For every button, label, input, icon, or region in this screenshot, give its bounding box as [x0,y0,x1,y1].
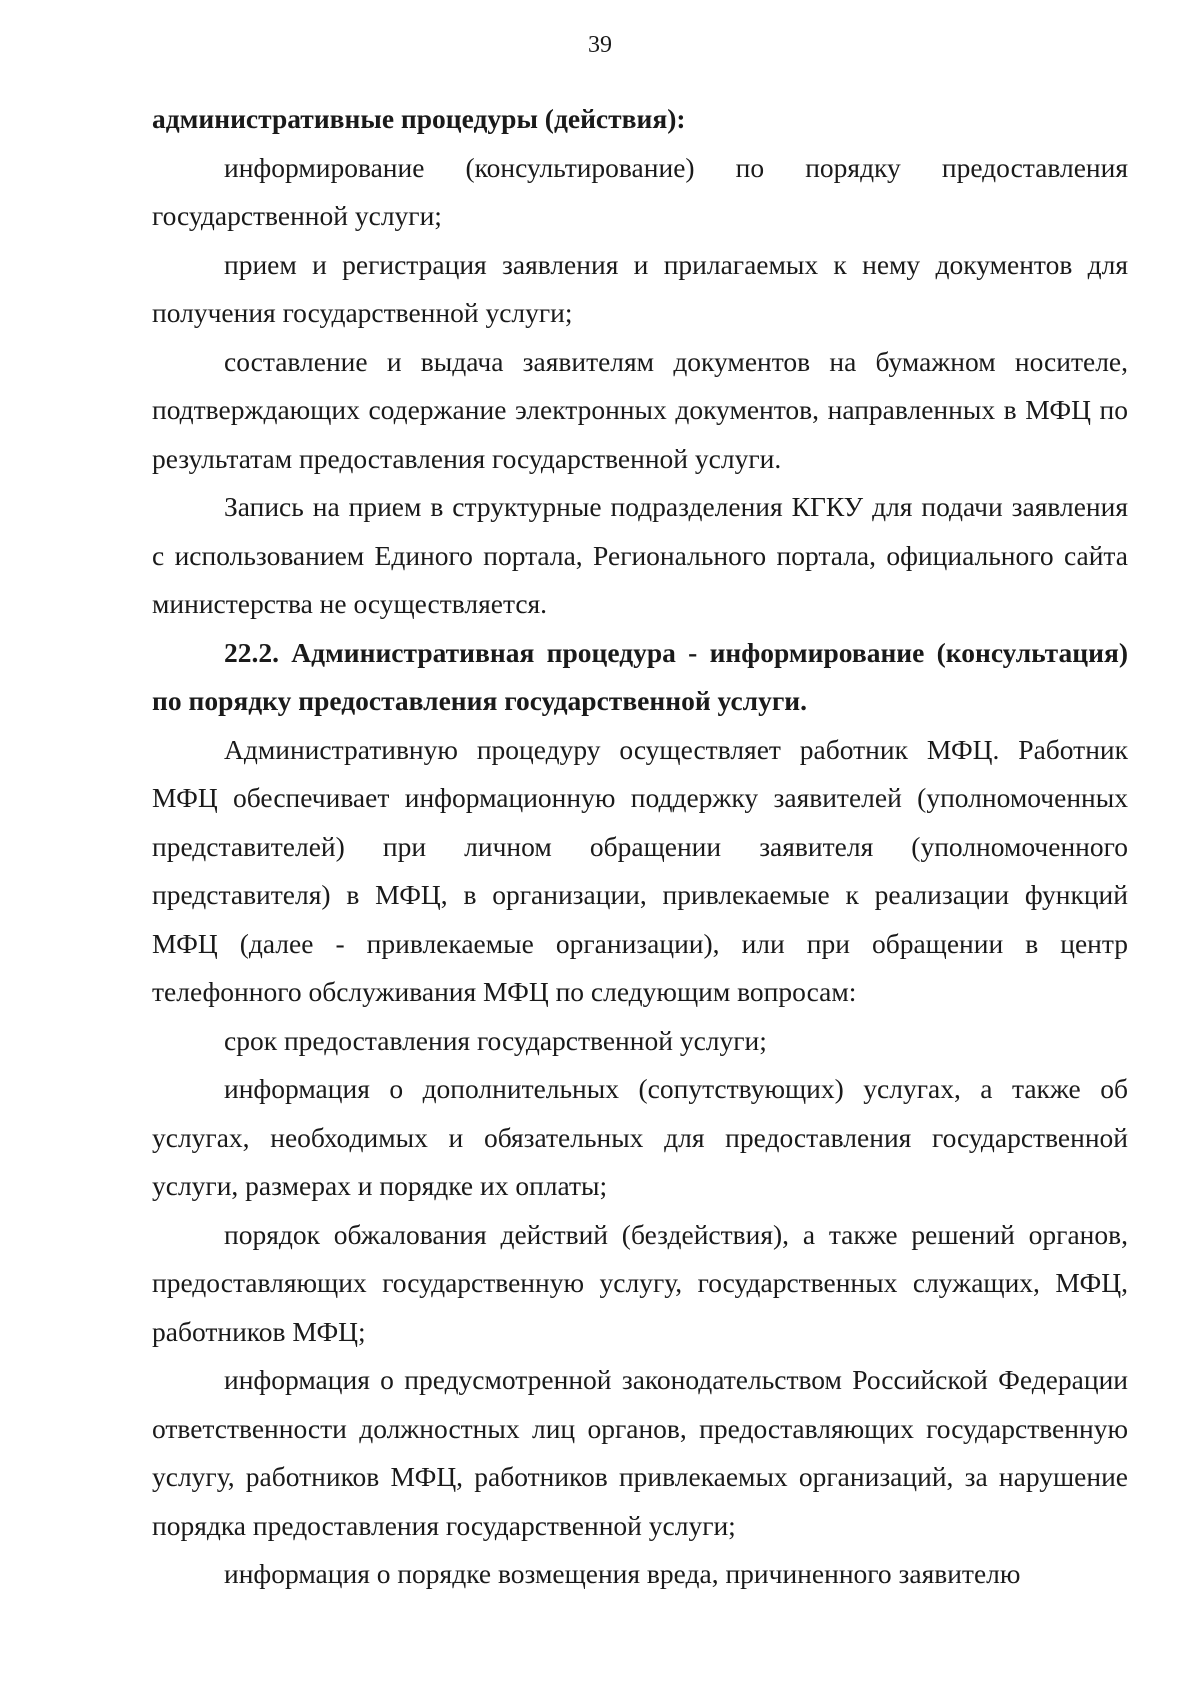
paragraph-item-informing: информирование (консультирование) по порядку предоставления государственной услуги; [152,151,1128,231]
paragraph-item-issuance: составление и выдача заявителям документов на бумажном носителе, подтверждающих содержание электронных документов, направленных в МФЦ по результатам предоставления государственной услуги. [152,345,1128,474]
document-body [152,95,1128,1599]
paragraph-topic-compensation: информация о порядке возмещения вреда, причиненного заявителю [224,1558,1021,1589]
page-number: 39 [588,32,612,58]
paragraph-appointment: Запись на прием в структурные подразделения КГКУ для подачи заявления с использованием Единого портала, Регионального портала, официального сайта министерства не осуществляется. [152,491,1128,619]
section-heading-22-2: 22.2. Административная процедура - информирование (консультация) по порядку предоставления государственной услуги. [152,636,1128,716]
paragraph-topic-liability: информация о предусмотренной законодательством Российской Федерации ответственности должностных лиц органов, предоставляющих государственную услугу, работников МФЦ, работников привлекаемых организаций, за нарушение порядка предоставления государственной услуги; [152,1364,1128,1541]
paragraph-procedures-heading: административные процедуры (действия): [152,103,686,134]
paragraph-topic-appeal: порядок обжалования действий (бездействия), а также решений органов, предоставляющих государственную услугу, государственных служащих, МФЦ, работников МФЦ; [152,1218,1128,1347]
paragraph-item-reception: прием и регистрация заявления и прилагаемых к нему документов для получения государственной услуги; [152,248,1128,328]
paragraph-topic-additional-services: информация о дополнительных (сопутствующих) услугах, а также об услугах, необходимых и обязательных для предоставления государственной услуги, размерах и порядке их оплаты; [152,1073,1128,1201]
paragraph-topic-term: срок предоставления государственной услуги; [224,1024,767,1056]
paragraph-procedure-description: Административную процедуру осуществляет работник МФЦ. Работник МФЦ обеспечивает информационную поддержку заявителей (уполномоченных представителей) при личном обращении заявителя (уполномоченного представителя) в МФЦ, в организации, привлекаемые к реализации функций МФЦ (далее - привлекаемые организации), или при обращении в центр телефонного обслуживания МФЦ по следующим вопросам: [152,733,1128,1007]
